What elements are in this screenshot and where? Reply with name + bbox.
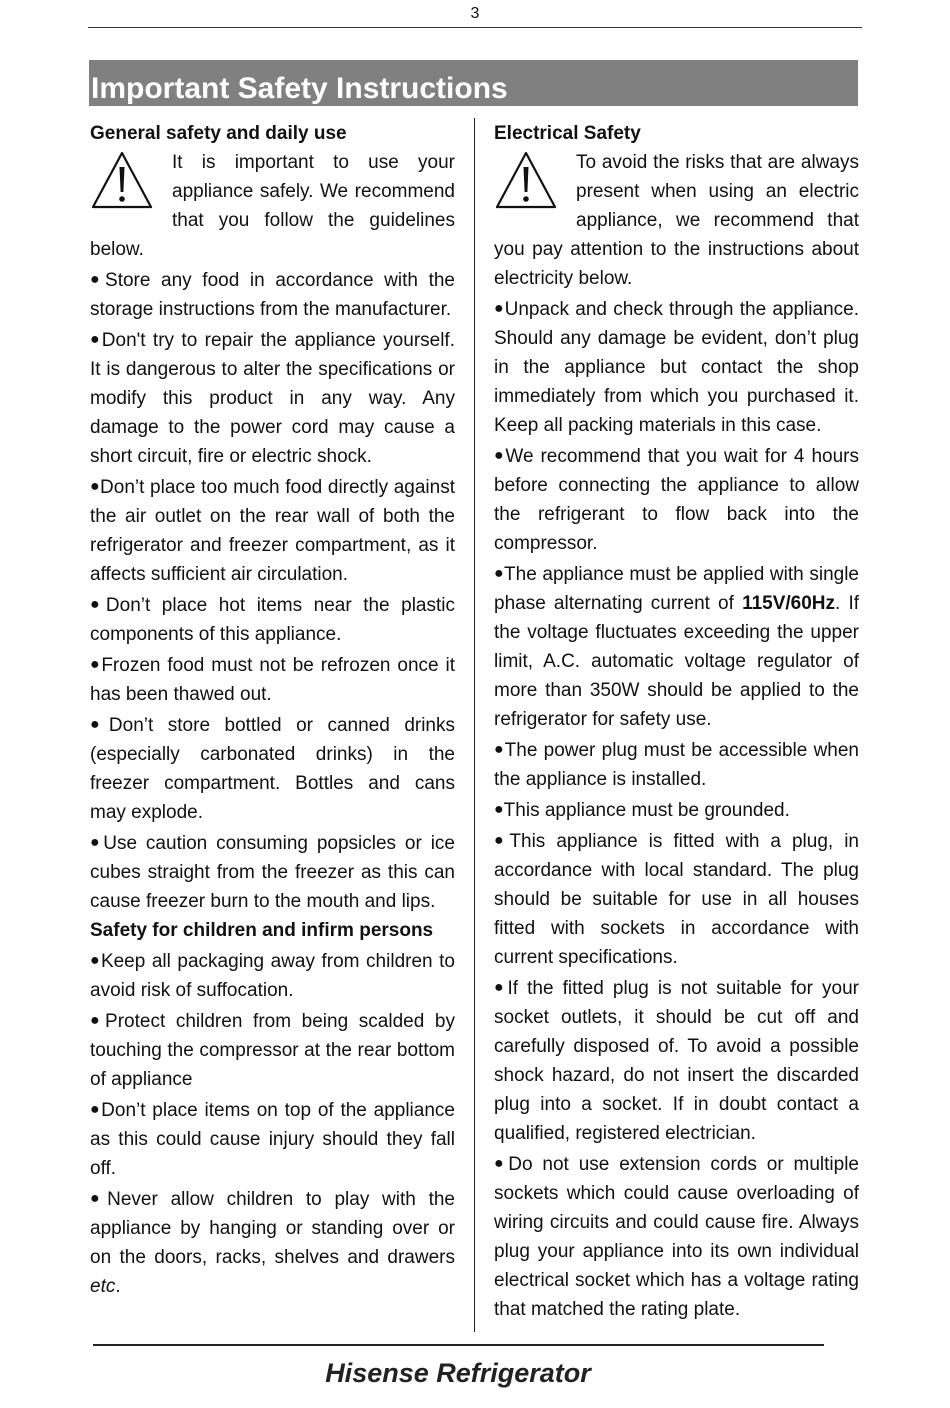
bottom-rule [93, 1344, 824, 1346]
list-item: ●Don’t store bottled or canned drinks (especially carbonated drinks) in the freezer compartment. Bottles and cans may explode. [90, 715, 455, 823]
warning-triangle-icon [494, 150, 558, 210]
electrical-safety-intro [494, 148, 859, 293]
general-safety-intro [90, 148, 455, 264]
list-item: ●Don’t place items on top of the appliance as this could cause injury should they fall off. [90, 1100, 455, 1179]
list-item: ●Do not use extension cords or multiple sockets which could cause overloading of wiring circuits and could cause fire. Always plug your appliance into its own individual electrical socket which has a voltage rating that matched the rating plate. [494, 1154, 859, 1320]
general-safety-list [90, 264, 455, 916]
list-item: ●Don't try to repair the appliance yourself. It is dangerous to alter the specifications or modify this product in any way. Any damage to the power cord may cause a short circuit, fire or electric shock. [90, 330, 455, 467]
voltage-rating: 115V/60Hz [742, 593, 836, 614]
electrical-safety-list [494, 293, 859, 1324]
children-safety-heading: Safety for children and infirm persons [90, 920, 434, 941]
list-item: ●Don’t place hot items near the plastic components of this appliance. [90, 595, 455, 645]
intro-text: It is important to use your appliance safely. We recommend that you follow the guidelines below. [90, 152, 455, 260]
list-item: ●Keep all packaging away from children to avoid risk of suffocation. [90, 951, 455, 1001]
list-item: ●Don’t place too much food directly against the air outlet on the rear wall of both the refrigerator and freezer compartment, as it affects sufficient air circulation. [90, 477, 455, 585]
list-item: ●If the fitted plug is not suitable for your socket outlets, it should be cut off and carefully disposed of. To avoid a possible shock hazard, do not insert the discarded plug into a socket. If in doubt contact a qualified, registered electrician. [494, 978, 859, 1144]
electrical-safety-heading: Electrical Safety [494, 123, 641, 144]
top-rule [88, 27, 862, 28]
page-title: Important Safety Instructions [89, 60, 858, 106]
children-safety-list [90, 945, 455, 1301]
list-item: ●Store any food in accordance with the storage instructions from the manufacturer. [90, 270, 455, 320]
list-item: ●Protect children from being scalded by touching the compressor at the rear bottom of appliance [90, 1011, 455, 1090]
warning-triangle-icon [90, 150, 154, 210]
left-column [90, 119, 455, 1301]
right-column [494, 119, 859, 1324]
list-item: ●Frozen food must not be refrozen once it has been thawed out. [90, 655, 455, 705]
list-item: ●Unpack and check through the appliance. Should any damage be evident, don’t plug in the appliance but contact the shop immediately from which you purchased it. Keep all packing materials in this case. [494, 299, 859, 436]
column-divider [474, 118, 475, 1332]
list-item: ●We recommend that you wait for 4 hours before connecting the appliance to allow the refrigerant to flow back into the compressor. [494, 446, 859, 554]
general-safety-heading: General safety and daily use [90, 123, 347, 144]
list-item: ●This appliance must be grounded. [494, 800, 790, 821]
list-item: ●This appliance is fitted with a plug, in accordance with local standard. The plug should be suitable for use in all houses fitted with sockets in accordance with current specifications. [494, 831, 859, 968]
intro-text: To avoid the risks that are always present when using an electric appliance, we recommend that you pay attention to the instructions about electricity below. [494, 152, 859, 289]
footer-brand: Hisense Refrigerator [325, 1358, 591, 1388]
list-item: ●The appliance must be applied with single phase alternating current of 115V/60Hz. If the voltage fluctuates exceeding the upper limit, A.C. automatic voltage regulator of more than 350W should be applied to the refrigerator for safety use. [494, 564, 860, 730]
page-number: 3 [470, 5, 480, 22]
list-item: ●Use caution consuming popsicles or ice cubes straight from the freezer as this can cause freezer burn to the mouth and lips. [90, 833, 455, 912]
list-item: ●The power plug must be accessible when the appliance is installed. [494, 740, 859, 790]
list-item: ●Never allow children to play with the appliance by hanging or standing over or on the doors, racks, shelves and drawers etc. [90, 1189, 456, 1297]
